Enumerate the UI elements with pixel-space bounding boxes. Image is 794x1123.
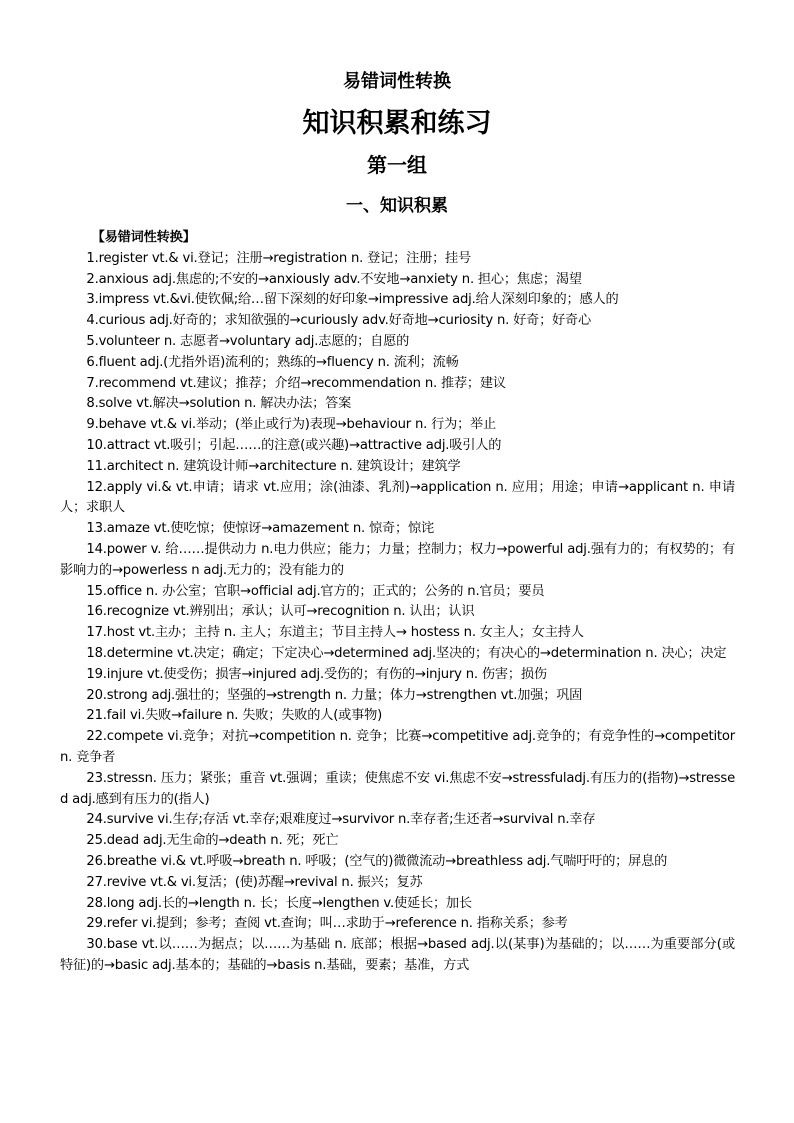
entry-30: 30.base vt.以……为据点；以……为基础 n. 底部；根据→based adj.以(某事)为基础的；以……为重要部分(或特征)的→basic adj.基本的；基础的→basis n.基础，要素；基准，方式 xyxy=(60,937,735,973)
group-heading: 第一组 xyxy=(367,153,427,177)
section-heading: 一、知识积累 xyxy=(346,196,448,216)
subject-heading: 易错词性转换 xyxy=(343,71,451,92)
entry-14: 14.power v. 给……提供动力 n.电力供应；能力；力量；控制力；权力→powerful adj.强有力的；有权势的；有影响力的→powerless n adj.无力的；没有能力的 xyxy=(60,541,735,578)
entry-8: 8.solve vt.解决→solution n. 解决办法；答案 xyxy=(86,396,352,412)
entry-17: 17.host vt.主办；主持 n. 主人；东道主；节目主持人→ hostess n. 女主人；女主持人 xyxy=(86,625,584,641)
entry-3: 3.impress vt.&vi.使钦佩;给…留下深刻的好印象→impressive adj.给人深刻印象的；感人的 xyxy=(86,292,619,308)
entry-23: 23.stressn. 压力；紧张；重音 vt.强调；重读；使焦虑不安 vi.焦虑不安→stressfuladj.有压力的(指物)→stressed adj.感到有压力的(指人) xyxy=(60,770,735,807)
page-title: 知识积累和练习 xyxy=(302,108,492,139)
entry-22: 22.compete vi.竞争；对抗→competition n. 竞争；比赛→competitive adj.竞争的；有竞争性的→competitor n. 竞争者 xyxy=(60,729,735,765)
entry-1: 1.register vt.& vi.登记；注册→registration n. 登记；注册；挂号 xyxy=(86,250,472,266)
entry-28: 28.long adj.长的→length n. 长；长度→lengthen v.使延长；加长 xyxy=(86,895,472,911)
entry-9: 9.behave vt.& vi.举动；(举止或行为)表现→behaviour n. 行为；举止 xyxy=(86,417,497,433)
entry-6: 6.fluent adj.(尤指外语)流利的；熟练的→fluency n. 流利；流畅 xyxy=(86,354,459,370)
entry-24: 24.survive vi.生存;存活 vt.幸存;艰难度过→survivor n.幸存者;生还者→survival n.幸存 xyxy=(86,812,596,828)
entry-26: 26.breathe vi.& vt.呼吸→breath n. 呼吸；(空气的)微微流动→breathless adj.气喘吁吁的；屏息的 xyxy=(86,853,668,869)
entry-29: 29.refer vi.提到；参考；查阅 vt.查询；叫…求助于→reference n. 指称关系；参考 xyxy=(86,916,568,932)
entry-19: 19.injure vt.使受伤；损害→injured adj.受伤的；有伤的→injury n. 伤害；损伤 xyxy=(86,666,547,682)
entry-18: 18.determine vt.决定；确定；下定决心→determined adj.坚决的；有决心的→determination n. 决心；决定 xyxy=(86,645,727,661)
entry-11: 11.architect n. 建筑设计师→architecture n. 建筑设计；建筑学 xyxy=(86,458,461,474)
entry-7: 7.recommend vt.建议；推荐；介绍→recommendation n. 推荐；建议 xyxy=(86,375,506,391)
entry-27: 27.revive vt.& vi.复活；(使)苏醒→revival n. 振兴；复苏 xyxy=(86,874,423,890)
entry-4: 4.curious adj.好奇的；求知欲强的→curiously adv.好奇地→curiosity n. 好奇；好奇心 xyxy=(86,313,592,329)
entry-2: 2.anxious adj.焦虑的;不安的→anxiously adv.不安地→anxiety n. 担心；焦虑；渴望 xyxy=(86,271,582,287)
vocabulary-list xyxy=(60,228,735,977)
entry-13: 13.amaze vt.使吃惊；使惊讶→amazement n. 惊奇；惊诧 xyxy=(86,521,434,537)
entry-5: 5.volunteer n. 志愿者→voluntary adj.志愿的；自愿的 xyxy=(86,333,410,349)
entry-25: 25.dead adj.无生命的→death n. 死；死亡 xyxy=(86,833,339,849)
entry-10: 10.attract vt.吸引；引起……的注意(或兴趣)→attractive adj.吸引人的 xyxy=(86,437,502,453)
entry-16: 16.recognize vt.辨别出；承认；认可→recognition n. 认出；认识 xyxy=(86,604,475,620)
subsection-heading: 【易错词性转换】 xyxy=(91,230,196,245)
entry-15: 15.office n. 办公室；官职→official adj.官方的；正式的；公务的 n.官员；要员 xyxy=(86,583,545,599)
entry-12: 12.apply vi.& vt.申请；请求 vt.应用；涂(油漆、乳剂)→application n. 应用；用途；申请→applicant n. 申请人；求职人 xyxy=(60,479,735,516)
entry-20: 20.strong adj.强壮的；坚强的→strength n. 力量；体力→strengthen vt.加强；巩固 xyxy=(86,687,583,703)
entry-21: 21.fail vi.失败→failure n. 失败；失败的人(或事物) xyxy=(86,708,383,724)
